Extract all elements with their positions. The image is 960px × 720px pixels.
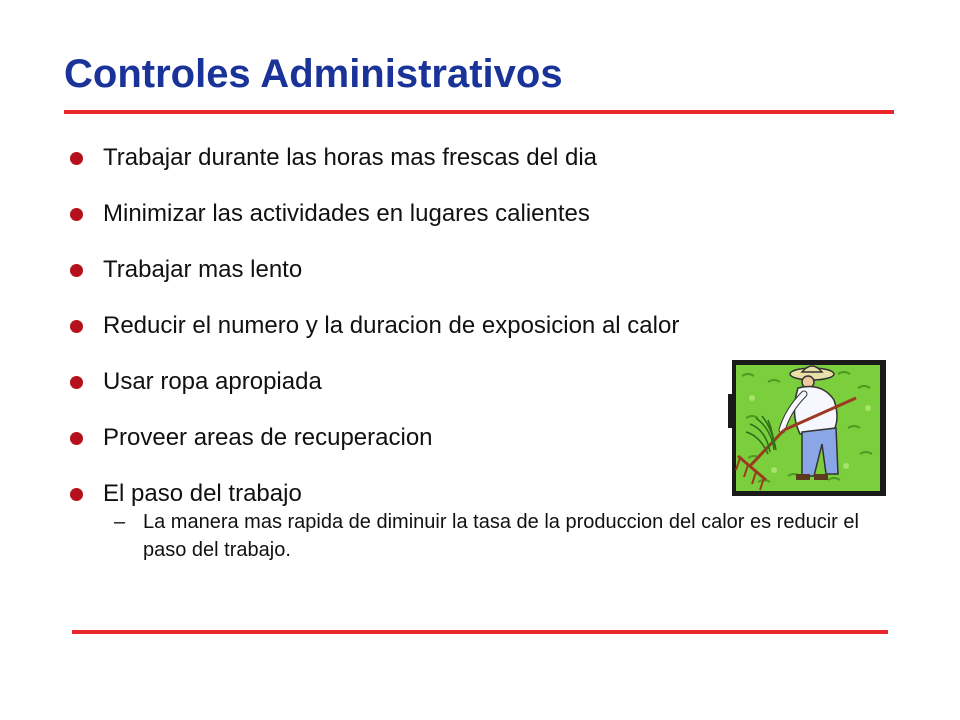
bullet-text: El paso del trabajo (103, 480, 302, 507)
bullet-dot-icon (70, 432, 83, 445)
bullet-item (70, 196, 679, 252)
bullet-text: Usar ropa apropiada (103, 368, 322, 395)
bullet-dot-icon (70, 320, 83, 333)
sub-bullet-text: La manera mas rapida de diminuir la tasa de la produccion del calor es reducir el paso del trabajo. (143, 511, 859, 561)
bullet-dot-icon (70, 208, 83, 221)
bullet-text: Reducir el numero y la duracion de exposicion al calor (103, 312, 680, 339)
bullet-dot-icon (70, 488, 83, 501)
bullet-dot-icon (70, 152, 83, 165)
bullet-item (70, 140, 679, 196)
sub-bullet (114, 508, 884, 564)
sub-bullet-dash: – (114, 511, 126, 533)
bullet-text: Trabajar durante las horas mas frescas del dia (103, 144, 598, 171)
footer-rule (72, 630, 888, 634)
bullet-item (70, 252, 679, 308)
bullet-text: Trabajar mas lento (103, 256, 303, 283)
bullet-dot-icon (70, 264, 83, 277)
bullet-dot-icon (70, 376, 83, 389)
title-underline (64, 110, 894, 114)
bullet-item (70, 308, 679, 364)
bullet-item (70, 420, 679, 476)
bullet-text: Proveer areas de recuperacion (103, 424, 433, 451)
farmer-raking-clipart-icon (728, 358, 888, 498)
bullet-item (70, 364, 679, 420)
bullet-list (70, 140, 679, 532)
slide-title: Controles Administrativos (64, 52, 563, 96)
bullet-text: Minimizar las actividades en lugares calientes (103, 200, 590, 227)
